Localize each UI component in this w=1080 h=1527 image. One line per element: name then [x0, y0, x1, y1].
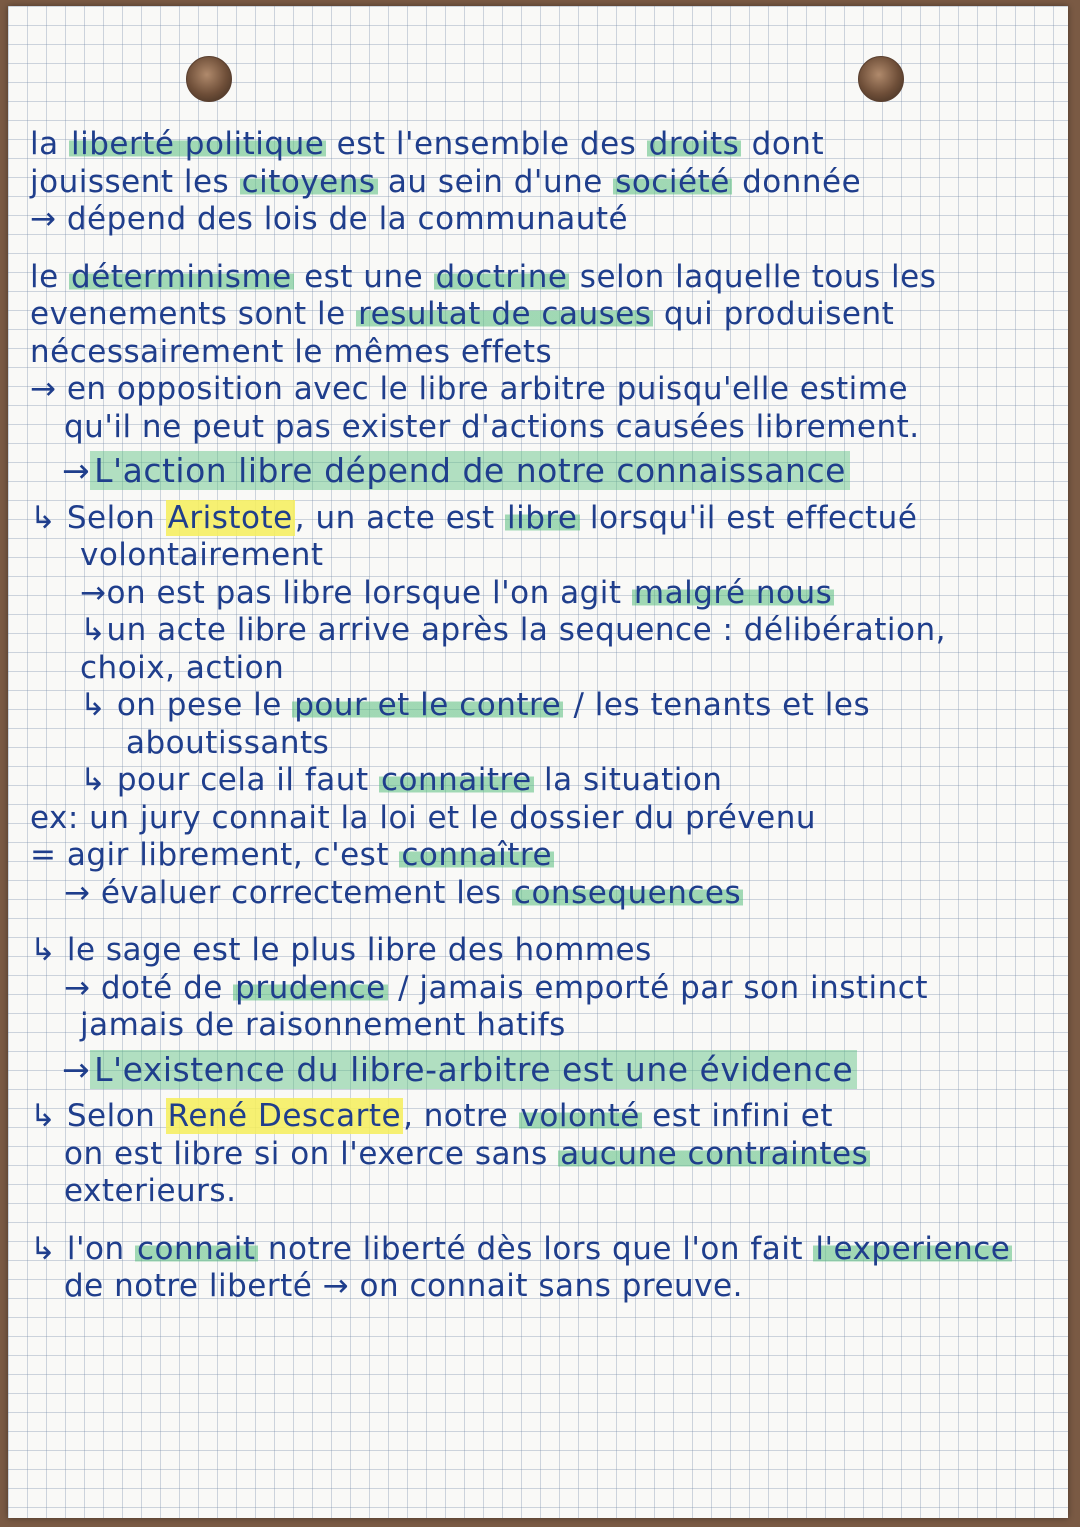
text: , notre: [403, 1098, 519, 1134]
paragraph-determinisme: [30, 259, 1050, 447]
note-line: [30, 932, 1050, 970]
curved-arrow-icon: ↳: [30, 499, 57, 536]
curved-arrow-icon: ↳: [80, 762, 107, 798]
word-highlight: pour et le contre: [294, 687, 562, 723]
note-line: [30, 409, 1050, 447]
section-heading-libre-arbitre: [30, 1051, 1050, 1089]
arrow-icon: →: [322, 1268, 350, 1304]
text: au sein d'une: [377, 163, 614, 200]
text: on pese le: [106, 687, 293, 723]
text: Selon: [56, 499, 166, 536]
text: l'on: [56, 1230, 135, 1267]
text: on est pas libre lorsque l'on agit: [106, 574, 632, 611]
word-highlight: doctrine: [435, 258, 568, 295]
word-highlight: droits: [648, 126, 740, 162]
term-highlight: déterminisme: [71, 258, 292, 295]
word-highlight: resultat de causes: [358, 296, 652, 332]
note-line: [30, 201, 1050, 239]
text: le sage est le plus libre des hommes: [56, 932, 652, 968]
section-descarte: [30, 1098, 1050, 1211]
note-line: [30, 970, 1050, 1008]
text: évaluer correctement les: [90, 874, 512, 911]
text: Selon: [56, 1098, 166, 1134]
word-highlight: citoyens: [241, 163, 376, 200]
text: qu'il ne peut pas exister d'actions causées librement.: [64, 408, 920, 445]
text: jamais de raisonnement hatifs: [80, 1007, 566, 1043]
note-line: [30, 762, 1050, 800]
curved-arrow-icon: ↳: [80, 612, 107, 648]
text: on est libre si on l'exerce sans: [64, 1135, 559, 1172]
note-line: [30, 650, 1050, 688]
section-aristote: [30, 500, 1050, 913]
term-highlight: liberté politique: [70, 126, 325, 162]
notebook-page: [8, 6, 1068, 1518]
note-line: [30, 1007, 1050, 1045]
name-highlight: Aristote: [167, 499, 293, 536]
word-highlight: consequences: [513, 874, 742, 911]
heading-text: L'action libre dépend de notre connaissance: [90, 451, 850, 490]
note-line: [30, 837, 1050, 875]
arrow-icon: →: [80, 574, 107, 611]
note-line: [30, 296, 1050, 334]
section-experience: [30, 1231, 1050, 1306]
word-highlight: malgré nous: [633, 574, 833, 611]
curved-arrow-icon: ↳: [80, 687, 107, 723]
text: la: [30, 126, 69, 162]
arrow-icon: →: [30, 201, 57, 237]
text: doté de: [90, 969, 234, 1006]
note-line: [30, 259, 1050, 297]
note-line: [30, 334, 1050, 372]
note-line: [30, 612, 1050, 650]
arrow-icon: →: [62, 451, 91, 490]
text: est infini et: [641, 1098, 834, 1134]
word-highlight: libre: [506, 499, 578, 536]
section-heading-action-libre: [30, 452, 1050, 490]
text: exterieurs.: [64, 1173, 237, 1209]
note-line: [30, 1136, 1050, 1174]
text: dépend des lois de la communauté: [56, 201, 629, 237]
heading-text: L'existence du libre-arbitre est une évidence: [90, 1050, 857, 1089]
text: , un acte est: [294, 499, 505, 536]
curved-arrow-icon: ↳: [30, 1230, 57, 1267]
note-line: [30, 800, 1050, 838]
note-line: [30, 537, 1050, 575]
text: pour cela il faut: [106, 762, 379, 798]
text: evenements sont le: [30, 296, 357, 332]
text: le: [30, 258, 70, 295]
note-line: [30, 1098, 1050, 1136]
note-line: [30, 500, 1050, 538]
section-sage: [30, 932, 1050, 1045]
word-highlight: aucune contraintes: [560, 1135, 869, 1172]
text: jouissent les: [30, 163, 240, 200]
handwritten-notes: [30, 126, 1050, 1306]
curved-arrow-icon: ↳: [30, 932, 57, 968]
text: un acte libre arrive après la sequence : délibération,: [106, 612, 946, 648]
name-highlight: René Descarte: [167, 1098, 402, 1134]
word-highlight: connaître: [401, 837, 553, 873]
paragraph-liberte-politique: [30, 126, 1050, 239]
text: est une: [293, 258, 434, 295]
text: notre liberté dès lors que l'on fait: [257, 1230, 814, 1267]
curved-arrow-icon: ↳: [30, 1098, 57, 1134]
word-highlight: volonté: [520, 1098, 640, 1134]
note-line: [30, 1231, 1050, 1269]
word-highlight: l'experience: [815, 1230, 1011, 1267]
arrow-icon: →: [64, 969, 91, 1006]
text: la situation: [533, 762, 723, 798]
text: aboutissants: [126, 724, 330, 761]
note-line: [30, 371, 1050, 409]
text: on connait sans preuve.: [349, 1268, 743, 1304]
text: dont: [741, 126, 825, 162]
text: nécessairement le mêmes effets: [30, 333, 553, 370]
text: volontairement: [80, 537, 324, 573]
arrow-icon: →: [64, 874, 91, 911]
note-line: [30, 725, 1050, 763]
note-line: [30, 1268, 1050, 1306]
text: choix, action: [80, 649, 285, 686]
text: de notre liberté: [64, 1268, 323, 1304]
note-line: [30, 575, 1050, 613]
arrow-icon: →: [62, 1049, 91, 1089]
text: selon laquelle tous les: [569, 258, 937, 295]
text: en opposition avec le libre arbitre puisqu'elle estime: [56, 371, 909, 407]
text: / jamais emporté par son instinct: [387, 969, 928, 1006]
text: qui produisent: [653, 296, 895, 332]
text: = agir librement, c'est: [30, 837, 400, 873]
note-line: [30, 164, 1050, 202]
note-line: [30, 875, 1050, 913]
arrow-icon: →: [30, 371, 57, 407]
word-highlight: connait: [136, 1230, 256, 1267]
punch-hole-left: [186, 56, 232, 102]
text: donnée: [731, 163, 862, 200]
word-highlight: prudence: [235, 969, 386, 1006]
text: est l'ensemble des: [326, 126, 647, 162]
text: ex: un jury connait la loi et le dossier du prévenu: [30, 799, 817, 836]
word-highlight: société: [615, 163, 730, 200]
text: / les tenants et les: [563, 687, 871, 723]
note-line: [30, 126, 1050, 164]
note-line: [30, 687, 1050, 725]
word-highlight: connaitre: [380, 762, 532, 798]
punch-hole-right: [858, 56, 904, 102]
text: lorsqu'il est effectué: [579, 499, 918, 536]
note-line: [30, 1173, 1050, 1211]
